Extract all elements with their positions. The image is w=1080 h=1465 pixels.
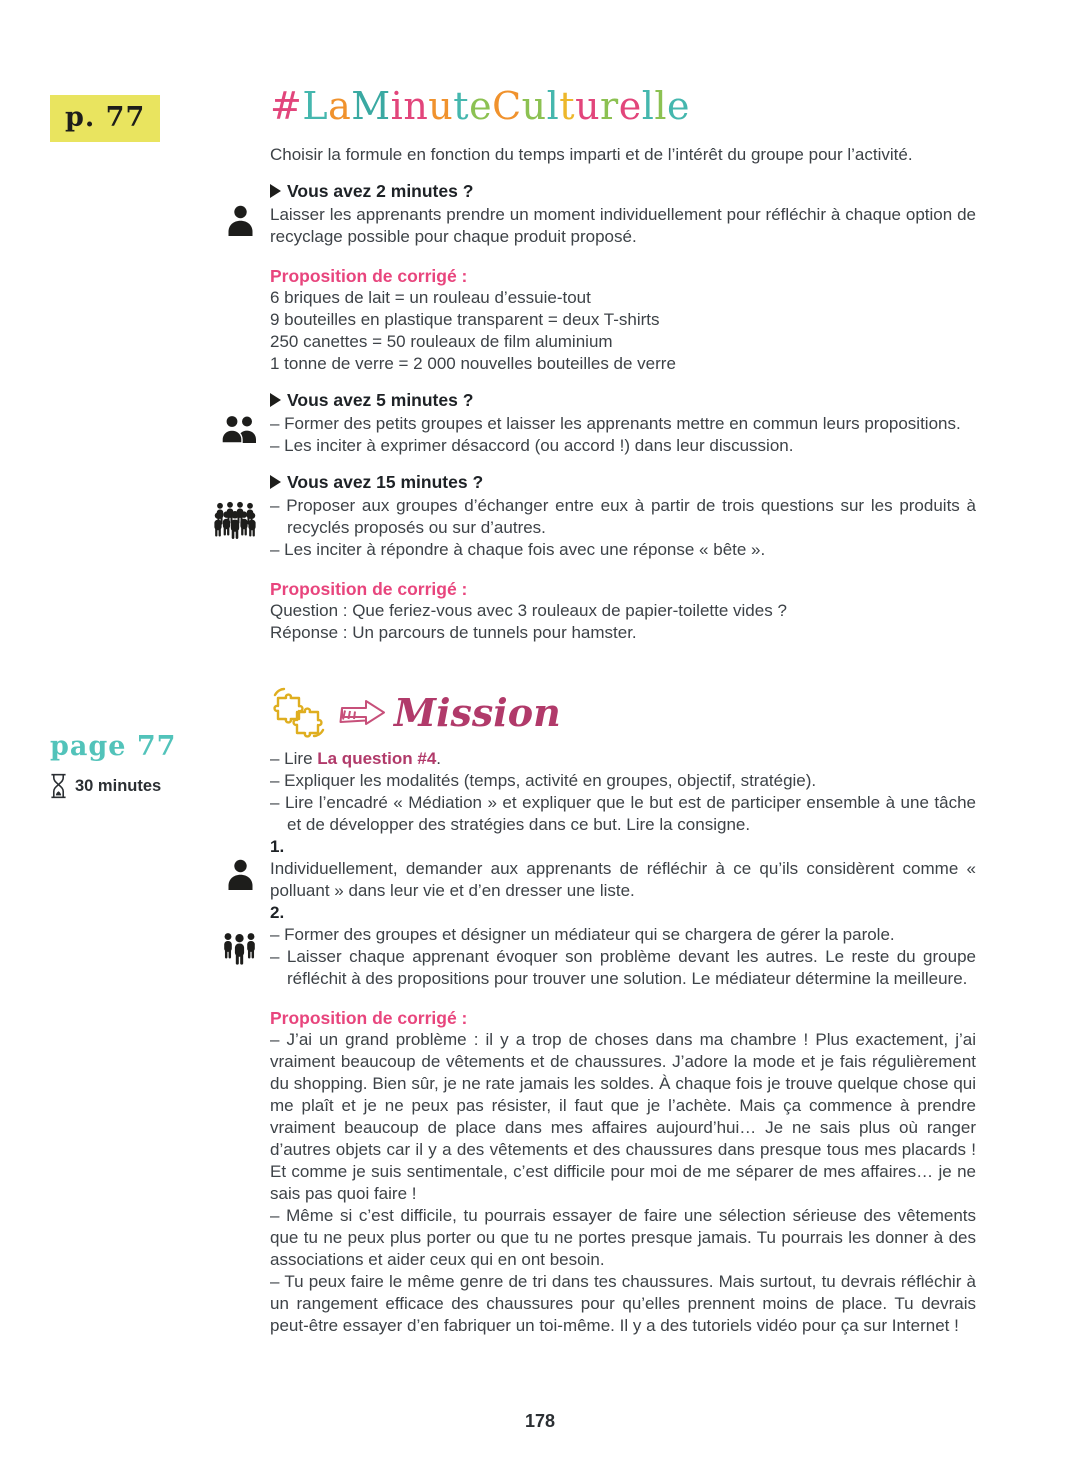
duration-row <box>50 773 176 799</box>
two-min-row <box>270 204 976 248</box>
section-heading-label: Vous avez 15 minutes ? <box>287 471 484 492</box>
five-min-bullet: – Les inciter à exprimer désaccord (ou accord !) dans leur discussion. <box>270 435 794 455</box>
step-1-row <box>270 858 976 902</box>
fifteen-min-bullet: – Les inciter à répondre à chaque fois avec une réponse « bête ». <box>270 539 766 559</box>
corrige-question: Question : Que feriez-vous avec 3 rouleaux de papier-toilette vides ? <box>270 600 787 620</box>
mission-icons <box>270 686 388 740</box>
section-heading-2min <box>270 181 976 202</box>
mission-bullet-1 <box>270 748 976 770</box>
mission-bullet-1-prefix: – Lire <box>270 748 318 768</box>
main-column <box>270 86 976 1337</box>
fifteen-min-bullet: – Proposer aux groupes d’échanger entre eux à partir de trois questions sur les produits à recyclés proposés ou sur d’autres. <box>270 495 976 537</box>
page-number: 178 <box>524 1411 556 1431</box>
corrige3-paragraph-3: – Tu peux faire le même genre de tri dans tes chaussures. Mais surtout, tu devrais réfléchir à un rangement efficace des chaussures pour qu’elles prennent moins de place. Tu devrais peut-être essayer d’en fabriquer un toi-même. Il y a des tutoriels vidéo pour ça sur Internet ! <box>270 1271 976 1335</box>
play-triangle-icon <box>270 184 281 198</box>
pair-icon <box>222 416 258 443</box>
corrige3-paragraph-2: – Même si c’est difficile, tu pourrais essayer de faire une sélection sérieuse des vêtements que tu ne peux plus porter ou que tu ne portes presque jamais. Tu pourrais les donner à des associations et aider ceux qui en ont besoin. <box>270 1205 976 1269</box>
section-heading-15min <box>270 472 976 493</box>
corrige-label: Proposition de corrigé : <box>270 578 468 599</box>
puzzle-hands-icon <box>270 686 330 740</box>
section-heading-label: Vous avez 5 minutes ? <box>287 389 474 410</box>
step-2-bullet: – Laisser chaque apprenant évoquer son problème devant les autres. Le reste du groupe réfléchit à des propositions pour trouver une solution. Le médiateur détermine la meilleure. <box>270 946 976 988</box>
corrige-label: Proposition de corrigé : <box>270 265 468 286</box>
play-triangle-icon <box>270 475 281 489</box>
corrige-line: 6 briques de lait = un rouleau d’essuie-tout <box>270 287 591 307</box>
corrige-line: 250 canettes = 50 rouleaux de film aluminium <box>270 331 613 351</box>
single-person-icon <box>227 859 254 890</box>
step-1-number: 1. <box>270 836 285 856</box>
page-ref-label: page 77 <box>50 731 177 762</box>
mission-bullet-2: – Expliquer les modalités (temps, activité en groupes, objectif, stratégie). <box>270 770 817 790</box>
mission-bullet-1-strong: La question #4 <box>317 748 437 768</box>
play-triangle-icon <box>270 393 281 407</box>
fifteen-min-row <box>270 495 976 561</box>
mission-title: Mission <box>394 689 561 735</box>
corrige-reponse: Réponse : Un parcours de tunnels pour hamster. <box>270 622 637 642</box>
small-group-icon <box>220 926 260 968</box>
arrow-right-icon <box>338 696 388 730</box>
duration-label: 30 minutes <box>75 776 162 795</box>
section-heading-5min <box>270 390 976 411</box>
crowd-icon <box>212 496 258 540</box>
step-2-bullet: – Former des groupes et désigner un médiateur qui se chargera de gérer la parole. <box>270 924 895 944</box>
step-2-number: 2. <box>270 902 285 922</box>
two-min-body: Laisser les apprenants prendre un moment individuellement pour réfléchir à chaque option de recyclage possible pour chaque produit proposé. <box>270 204 976 246</box>
step-2-row <box>270 924 976 990</box>
step-1-text: Individuellement, demander aux apprenants de réfléchir à ce qu’ils considèrent comme « polluant » dans leur vie et d’en dresser une liste. <box>270 858 976 900</box>
sidebar-page-ref <box>50 731 176 799</box>
hourglass-icon <box>50 773 67 799</box>
page-title: #LaMinuteCulturelle <box>270 84 691 128</box>
corrige-line: 1 tonne de verre = 2 000 nouvelles bouteilles de verre <box>270 353 676 373</box>
single-person-icon <box>227 205 254 236</box>
corrige3-paragraph-1: – J’ai un grand problème : il y a trop de choses dans ma chambre ! Plus exactement, j’ai vraiment beaucoup de vêtements et de chaussures. J’adore la mode et je fais régulièrement du shopping. Bien sûr, je ne rate jamais les soldes. À chaque fois je trouve quelque chose qui me plaît et je ne peux pas résister, il faut que je l’achète. Mais ça commence à prendre vraiment beaucoup de place dans mes affaires aujourd’hui… Je ne sais plus où ranger d’autres objets car il y a des vêtements et des chaussures dans presque tous mes placards ! Et comme je suis sentimentale, c’est difficile pour moi de me séparer de mes affaires… je ne sais pas quoi faire ! <box>270 1029 976 1203</box>
five-min-row <box>270 413 976 457</box>
page-tab-label: p. 77 <box>65 102 146 133</box>
corrige-label: Proposition de corrigé : <box>270 1007 468 1028</box>
mission-header <box>270 686 976 740</box>
mission-bullet-1-suffix: . <box>436 748 442 768</box>
section-heading-label: Vous avez 2 minutes ? <box>287 180 474 201</box>
intro-paragraph: Choisir la formule en fonction du temps imparti et de l’intérêt du groupe pour l’activité. <box>270 144 913 164</box>
mission-bullet-3: – Lire l’encadré « Médiation » et expliquer que le but est de participer ensemble à une tâche et de développer des stratégies dans ce but. Lire la consigne. <box>270 792 976 834</box>
page-tab <box>50 95 160 142</box>
five-min-bullet: – Former des petits groupes et laisser les apprenants mettre en commun leurs propositions. <box>270 413 961 433</box>
corrige-line: 9 bouteilles en plastique transparent = deux T-shirts <box>270 309 660 329</box>
